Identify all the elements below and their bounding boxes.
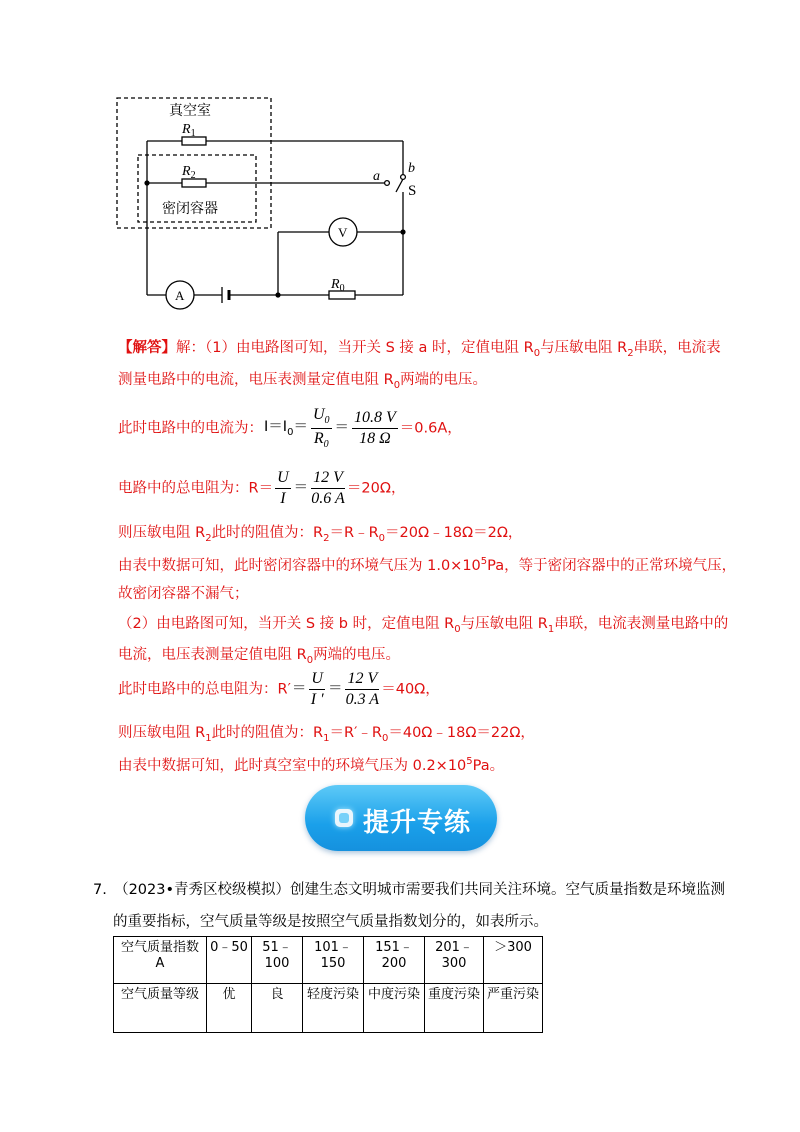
- switch-label: S: [408, 183, 417, 199]
- answer-text: 由表中数据可知，此时真空室中的环境气压为 0.2×10: [118, 757, 467, 774]
- voltmeter-label: V: [338, 225, 348, 240]
- sub: 0: [454, 623, 461, 635]
- sub: 0: [287, 426, 294, 438]
- answer-line-6: [118, 557, 736, 573]
- answer-text: 测量电路中的电流，电压表测量定值电阻 R: [118, 372, 394, 388]
- answer-line-9: [118, 648, 400, 666]
- sub: 0: [393, 379, 401, 391]
- junction-dot: [144, 180, 149, 185]
- sub: 1: [547, 623, 555, 635]
- circuit-diagram: [0, 0, 800, 320]
- sub: 2: [205, 532, 212, 544]
- sealed-container-label: 密闭容器: [162, 201, 218, 217]
- frac-den: 0.6 A: [311, 490, 345, 507]
- answer-text: 则压敏电阻 R: [118, 525, 206, 541]
- table-cell: 空气质量指数 A: [114, 937, 207, 984]
- node-b-label: b: [408, 161, 415, 176]
- answer-line-10: 此时电路中的总电阻为：R′＝ $\frac{U}{I '}$ ＝ $\frac{12 V}{0.3 A}$ ＝40Ω，: [118, 670, 440, 708]
- question-line-2: 的重要指标，空气质量等级是按照空气质量指数划分的，如表所示。: [113, 914, 548, 930]
- answer-tag: 【解答】: [118, 340, 176, 356]
- fraction-values-2: [311, 470, 345, 507]
- table-cell: 51﹣100: [252, 937, 303, 984]
- answer-text: ＝R﹣R: [329, 525, 379, 541]
- answer-line-11: [118, 726, 535, 744]
- frac-den: R: [313, 430, 324, 448]
- answer-text: Pa。: [472, 757, 505, 774]
- sub: 0: [533, 347, 541, 359]
- table-row: [114, 937, 543, 984]
- answer-text: ＝40Ω，: [381, 681, 440, 698]
- answer-text: 此时的阻值为：R: [211, 525, 324, 541]
- answer-text: ＝20Ω﹣18Ω＝2Ω，: [385, 525, 523, 541]
- sup: 5: [466, 756, 473, 767]
- node-a: [385, 181, 390, 186]
- sub: 0: [378, 532, 386, 544]
- sup: 5: [480, 556, 488, 567]
- r1-label: $R_1$: [182, 122, 196, 139]
- vacuum-chamber-label: 真空室: [169, 103, 211, 119]
- frac-den: I: [280, 490, 286, 507]
- junction-dot: [400, 229, 405, 234]
- frac-num: 12 V: [311, 470, 345, 489]
- answer-line-1: [118, 341, 721, 359]
- practice-banner: [305, 785, 497, 851]
- answer-text: 故密闭容器不漏气；: [118, 586, 249, 602]
- frac-num: 12 V: [345, 671, 379, 690]
- junction-dot: [275, 292, 280, 297]
- answer-text: 电路中的总电阻为：R＝: [118, 480, 274, 497]
- answer-text: 两端的电压。: [400, 372, 488, 388]
- question-line-1: 7. （2023•青秀区校级模拟）创建生态文明城市需要我们共同关注环境。空气质量指数是环境监测: [93, 882, 726, 898]
- table-cell: 良: [252, 984, 303, 1033]
- answer-text: 此时电路中的电流为：: [118, 420, 263, 437]
- table-cell: 151﹣200: [364, 937, 425, 984]
- sub: 0: [324, 415, 330, 427]
- battery: [222, 287, 229, 303]
- sub: 0: [323, 439, 329, 451]
- answer-text: （2）由电路图可知，当开关 S 接 b 时，定值电阻 R: [118, 616, 455, 632]
- sub: 1: [205, 732, 212, 744]
- answer-text: ＝40Ω﹣18Ω＝22Ω，: [388, 725, 535, 741]
- frac-den: I ′: [310, 691, 324, 708]
- answer-text: 则压敏电阻 R: [118, 725, 206, 741]
- answer-line-5: [118, 526, 522, 544]
- square-icon: [335, 809, 353, 827]
- answer-text: 此时电路中的总电阻为：R′: [118, 681, 291, 698]
- table-cell: 优: [207, 984, 252, 1033]
- r2-label: $R_2$: [182, 164, 196, 181]
- table-cell: ＞300: [484, 937, 543, 984]
- r0-label: $R_0$: [331, 277, 345, 294]
- sub: 0: [381, 732, 389, 744]
- answer-text: 此时的阻值为：R: [211, 725, 324, 741]
- frac-num: U: [275, 470, 291, 489]
- sub: 2: [627, 347, 634, 359]
- answer-text: ＝20Ω，: [346, 480, 406, 497]
- table-cell: 严重污染: [484, 984, 543, 1033]
- frac-den: 18 Ω: [359, 430, 391, 448]
- sub: 0: [306, 654, 314, 666]
- answer-text: ＝R′﹣R: [329, 725, 382, 741]
- fraction-values-3: [345, 671, 379, 708]
- table-cell: 重度污染: [425, 984, 484, 1033]
- table-cell: 轻度污染: [303, 984, 364, 1033]
- fraction-u-iprime: [309, 671, 325, 708]
- switch-blade: [396, 179, 403, 192]
- banner-label: 提升专练: [363, 808, 472, 838]
- answer-text: 串联，电流表: [633, 340, 721, 356]
- frac-num: U: [312, 406, 325, 423]
- table-cell: 空气质量等级: [114, 984, 207, 1033]
- ammeter-label: A: [175, 288, 185, 303]
- table-row: [114, 984, 543, 1033]
- answer-text: 解：（1）由电路图可知，当开关 S 接 a 时，定值电阻 R: [176, 340, 534, 356]
- answer-text: 电流，电压表测量定值电阻 R: [118, 647, 307, 663]
- fraction-u0-r0: [311, 407, 332, 450]
- formula-i: I＝I: [264, 418, 288, 435]
- node-b: [401, 175, 406, 180]
- answer-line-3: 此时电路中的电流为：$I=I_0=$ $\frac{U_0}{R_0}$ ＝ $\frac{10.8 V}{18 \Omega}$ ＝0.6A，: [118, 406, 462, 451]
- answer-text: 由表中数据可知，此时密闭容器中的环境气压为 1.0×10: [118, 557, 481, 574]
- aqi-table: [113, 936, 543, 1033]
- answer-line-12: [118, 757, 504, 773]
- sub: 1: [323, 732, 330, 744]
- answer-line-4: 电路中的总电阻为：R＝ $\frac{U}{I}$ ＝ $\frac{12 V}{0.6 A}$ ＝20Ω，: [118, 469, 406, 507]
- answer-text: 与压敏电阻 R: [540, 340, 628, 356]
- frac-num: U: [309, 671, 325, 690]
- frac-den: 0.3 A: [345, 691, 380, 708]
- sub: 2: [323, 532, 330, 544]
- answer-line-7: [118, 587, 249, 602]
- fraction-u-i: [275, 470, 291, 507]
- table-cell: 中度污染: [364, 984, 425, 1033]
- frac-num: 10.8 V: [352, 410, 398, 429]
- answer-text: 串联，电流表测量电路中的: [554, 616, 729, 632]
- table-cell: 0﹣50: [207, 937, 252, 984]
- answer-text: ＝0.6A，: [399, 420, 462, 437]
- answer-line-8: [118, 617, 728, 635]
- answer-text: 两端的电压。: [313, 647, 401, 663]
- node-a-label: a: [373, 169, 380, 184]
- fraction-values-1: [352, 410, 398, 447]
- answer-text: Pa，等于密闭容器中的正常环境气压，: [487, 557, 737, 574]
- table-cell: 201﹣300: [425, 937, 484, 984]
- answer-line-2: [118, 373, 487, 391]
- answer-text: 与压敏电阻 R: [460, 616, 548, 632]
- table-cell: 101﹣150: [303, 937, 364, 984]
